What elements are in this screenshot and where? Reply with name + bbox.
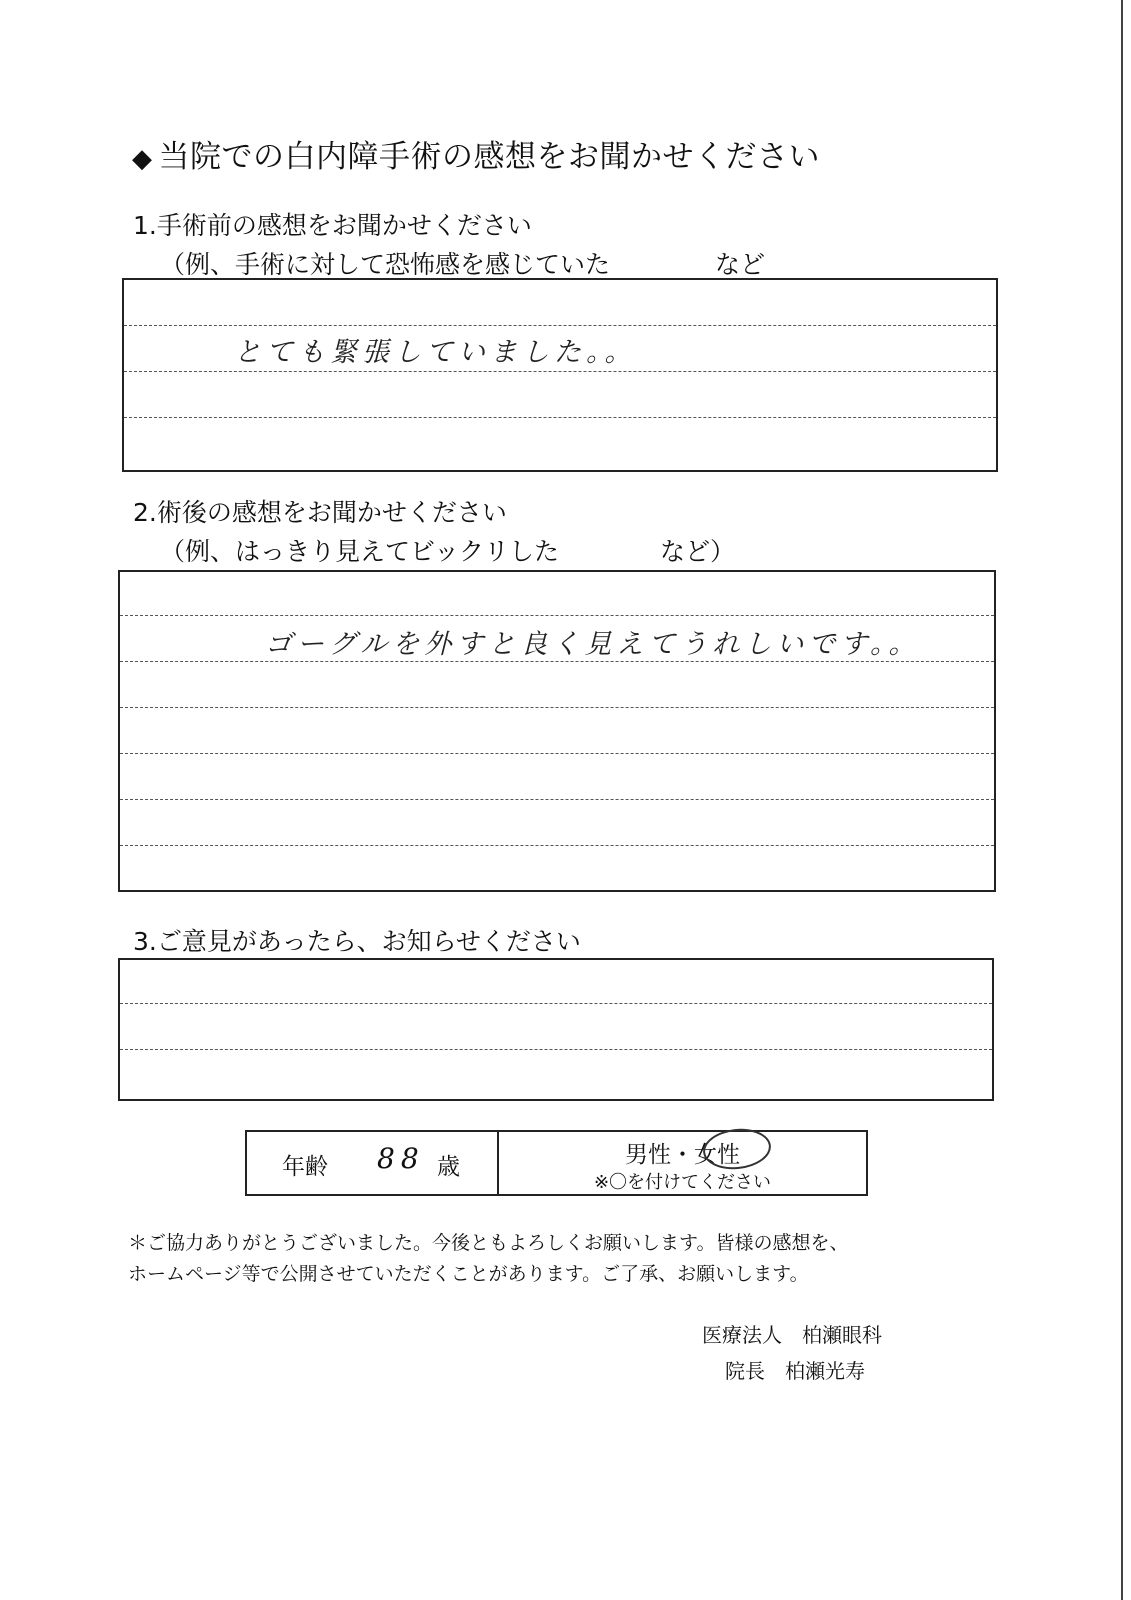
ruled-line [120,707,994,708]
section2-answer-box [118,570,996,892]
section1-answer: とても緊張していました。。 [234,337,637,368]
ruled-line [120,1003,992,1004]
section1-answer-box [122,278,998,472]
section3-answer-box [118,958,994,1101]
age-cell [247,1132,499,1194]
section1-example-suffix: など [715,250,766,279]
ruled-line [124,371,996,372]
section1-example: （例、手術に対して恐怖感を感じていた [160,250,611,279]
ruled-line [120,799,994,800]
age-unit: 歳 [437,1154,460,1180]
page-edge [1121,0,1123,1600]
gender-instruction: ※〇を付けてください [593,1172,772,1193]
ruled-line [120,661,994,662]
form-title-text: 当院での白内障手術の感想をお聞かせください [158,139,820,175]
age-label: 年齢 [282,1154,328,1180]
clinic-director: 院長 柏瀬光寿 [725,1359,865,1383]
ruled-line [124,417,996,418]
section3-heading: 3.ご意見があったら、お知らせください [133,927,581,956]
footnote-line1: ＊ご協力ありがとうございました。今後ともよろしくお願いします。皆様の感想を、 [128,1232,849,1254]
age-value: 88 [377,1142,425,1175]
section1-heading: 1.手術前の感想をお聞かせください [133,211,532,240]
footnote-line2: ホームページ等で公開させていただくことがあります。ご了承、お願いします。 [128,1263,809,1285]
gender-male-option: 男性 [625,1142,671,1168]
ruled-line [120,1049,992,1050]
gender-cell [499,1132,866,1194]
diamond-icon: ◆ [132,144,153,174]
section2-example-suffix: など） [660,537,736,566]
ruled-line [120,753,994,754]
ruled-line [124,325,996,326]
gender-separator: ・ [671,1142,694,1168]
respondent-info-table [245,1130,868,1196]
gender-options [499,1136,866,1169]
form-title [132,131,820,176]
gender-female-option: 女性 [694,1142,740,1168]
ruled-line [120,845,994,846]
ruled-line [120,615,994,616]
section2-heading: 2.術後の感想をお聞かせください [133,498,507,527]
clinic-name: 医療法人 柏瀬眼科 [702,1323,882,1347]
section2-answer: ゴーグルを外すと良く見えてうれしいです。。 [265,629,921,660]
section2-example: （例、はっきり見えてビックリした [160,537,560,566]
